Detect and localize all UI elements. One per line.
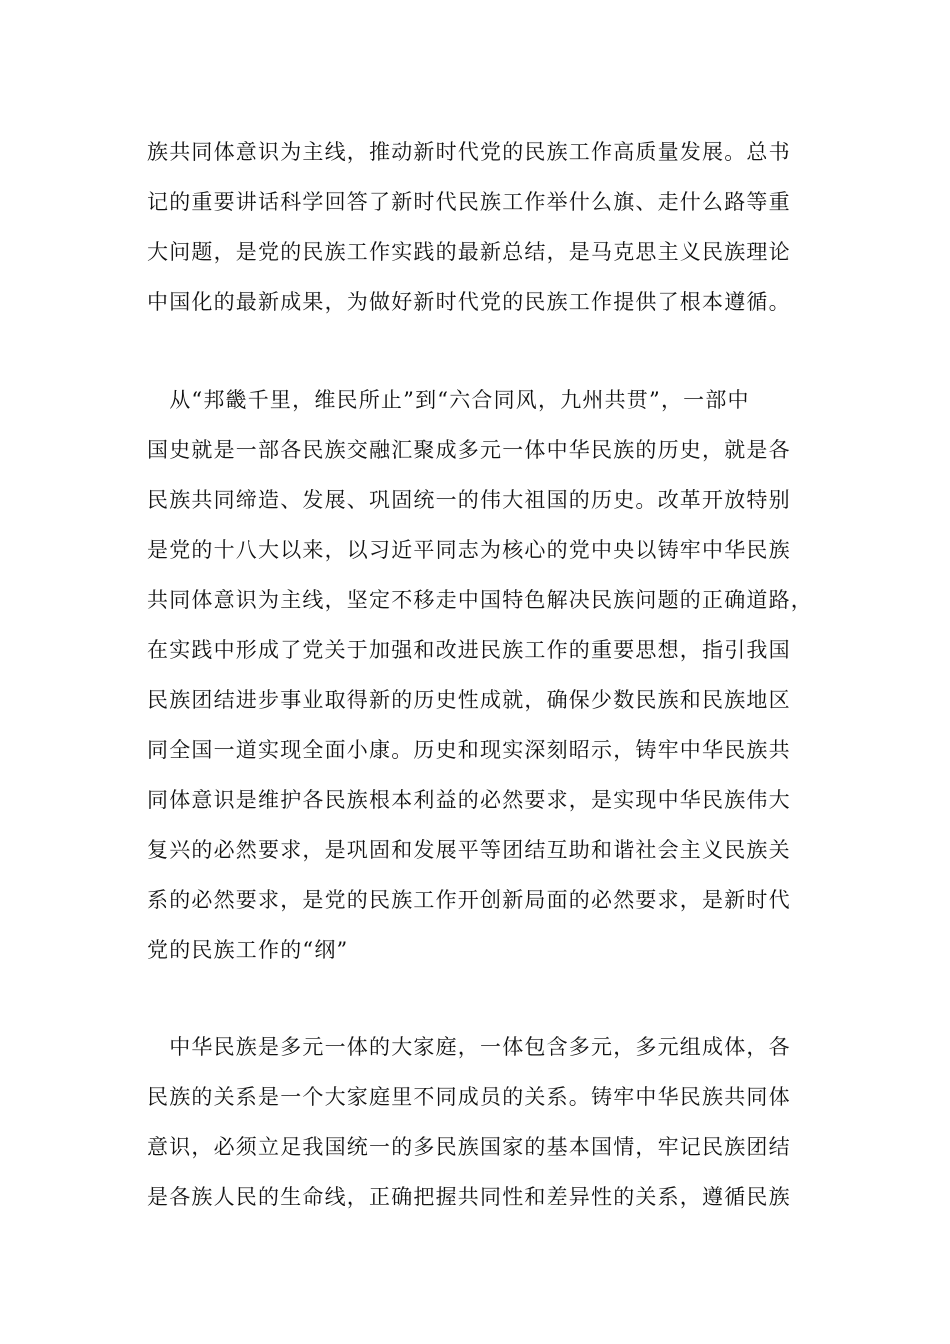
text-line: 从“邦畿千里，维民所止”到“六合同风，九州共贯”，一部中 bbox=[147, 388, 750, 412]
text-line: 共同体意识为主线，坚定不移走中国特色解决民族问题的正确道路， bbox=[147, 588, 813, 612]
text-line: 族共同体意识为主线，推动新时代党的民族工作高质量发展。总书 bbox=[147, 140, 791, 164]
text-line: 民族共同缔造、发展、巩固统一的伟大祖国的历史。改革开放特别 bbox=[147, 488, 791, 512]
text-line: 大问题，是党的民族工作实践的最新总结，是马克思主义民族理论 bbox=[147, 240, 791, 264]
text-line: 中国化的最新成果，为做好新时代党的民族工作提供了根本遵循。 bbox=[147, 290, 791, 314]
text-line: 民族的关系是一个大家庭里不同成员的关系。铸牢中华民族共同体 bbox=[147, 1085, 791, 1109]
text-line: 复兴的必然要求，是巩固和发展平等团结互助和谐社会主义民族关 bbox=[147, 838, 791, 862]
text-line: 同全国一道实现全面小康。历史和现实深刻昭示，铸牢中华民族共 bbox=[147, 738, 791, 762]
text-line: 系的必然要求，是党的民族工作开创新局面的必然要求，是新时代 bbox=[147, 888, 791, 912]
text-line: 党的民族工作的“纲” bbox=[147, 938, 349, 962]
text-line: 在实践中形成了党关于加强和改进民族工作的重要思想，指引我国 bbox=[147, 638, 791, 662]
text-line: 中华民族是多元一体的大家庭，一体包含多元，多元组成体，各 bbox=[147, 1035, 791, 1059]
text-line: 是各族人民的生命线，正确把握共同性和差异性的关系，遵循民族 bbox=[147, 1185, 791, 1209]
text-line: 民族团结进步事业取得新的历史性成就，确保少数民族和民族地区 bbox=[147, 688, 791, 712]
text-line: 国史就是一部各民族交融汇聚成多元一体中华民族的历史，就是各 bbox=[147, 438, 791, 462]
text-line: 意识，必须立足我国统一的多民族国家的基本国情，牢记民族团结 bbox=[147, 1135, 791, 1159]
text-line: 同体意识是维护各民族根本利益的必然要求，是实现中华民族伟大 bbox=[147, 788, 791, 812]
text-line: 是党的十八大以来，以习近平同志为核心的党中央以铸牢中华民族 bbox=[147, 538, 791, 562]
text-line: 记的重要讲话科学回答了新时代民族工作举什么旗、走什么路等重 bbox=[147, 190, 791, 214]
